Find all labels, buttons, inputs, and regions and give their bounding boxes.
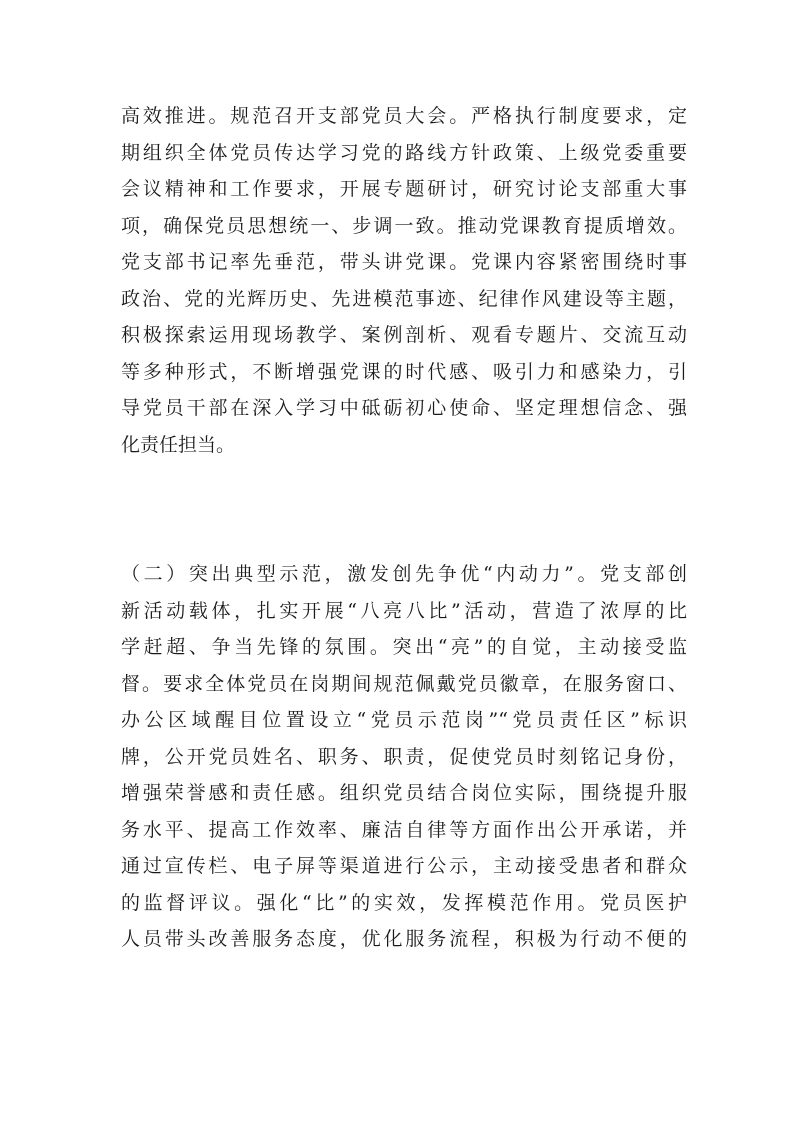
paragraph-line: 务水平、提高工作效率、廉洁自律等方面作出公开承诺，并 [121,818,687,841]
paragraph-line: 新活动载体，扎实开展“八亮八比”活动，营造了浓厚的比 [121,599,687,622]
paragraph-line: 期组织全体党员传达学习党的路线方针政策、上级党委重要 [121,141,687,164]
paragraph-line: 高效推进。规范召开支部党员大会。严格执行制度要求，定 [121,105,687,127]
paragraph-2 [121,556,687,958]
paragraph-line: 会议精神和工作要求，开展专题研讨，研究讨论支部重大事 [121,178,687,200]
paragraph-line: 化责任担当。 [121,433,236,456]
paragraph-line: 牌，公开党员姓名、职务、职责，促使党员时刻铭记身份， [121,745,687,768]
paragraph-1 [121,98,687,463]
section-heading-line: （二）突出典型示范，激发创先争优“内动力”。党支部创 [121,563,687,585]
paragraph-line: 人员带头改善服务态度，优化服务流程，积极为行动不便的 [121,928,687,950]
paragraph-line: 党支部书记率先垂范，带头讲党课。党课内容紧密围绕时事 [121,251,687,273]
paragraph-line: 督。要求全体党员在岗期间规范佩戴党员徽章，在服务窗口、 [121,672,687,695]
paragraph-line: 政治、党的光辉历史、先进模范事迹、纪律作风建设等主题， [121,287,687,310]
paragraph-line: 增强荣誉感和责任感。组织党员结合岗位实际，围绕提升服 [121,782,687,804]
paragraph-line: 通过宣传栏、电子屏等渠道进行公示，主动接受患者和群众 [121,855,687,877]
paragraph-line: 导党员干部在深入学习中砥砺初心使命、坚定理想信念、强 [121,397,687,419]
paragraph-line: 积极探索运用现场教学、案例剖析、观看专题片、交流互动 [121,324,687,346]
paragraph-line: 等多种形式，不断增强党课的时代感、吸引力和感染力，引 [121,360,687,383]
paragraph-line: 的监督评议。强化“比”的实效，发挥模范作用。党员医护 [121,891,687,914]
paragraph-line: 项，确保党员思想统一、步调一致。推动党课教育提质增效。 [121,214,687,237]
paragraph-line: 学赶超、争当先锋的氛围。突出“亮”的自觉，主动接受监 [121,636,687,658]
paragraph-line: 办公区域醒目位置设立“党员示范岗”“党员责任区”标识 [121,709,687,731]
